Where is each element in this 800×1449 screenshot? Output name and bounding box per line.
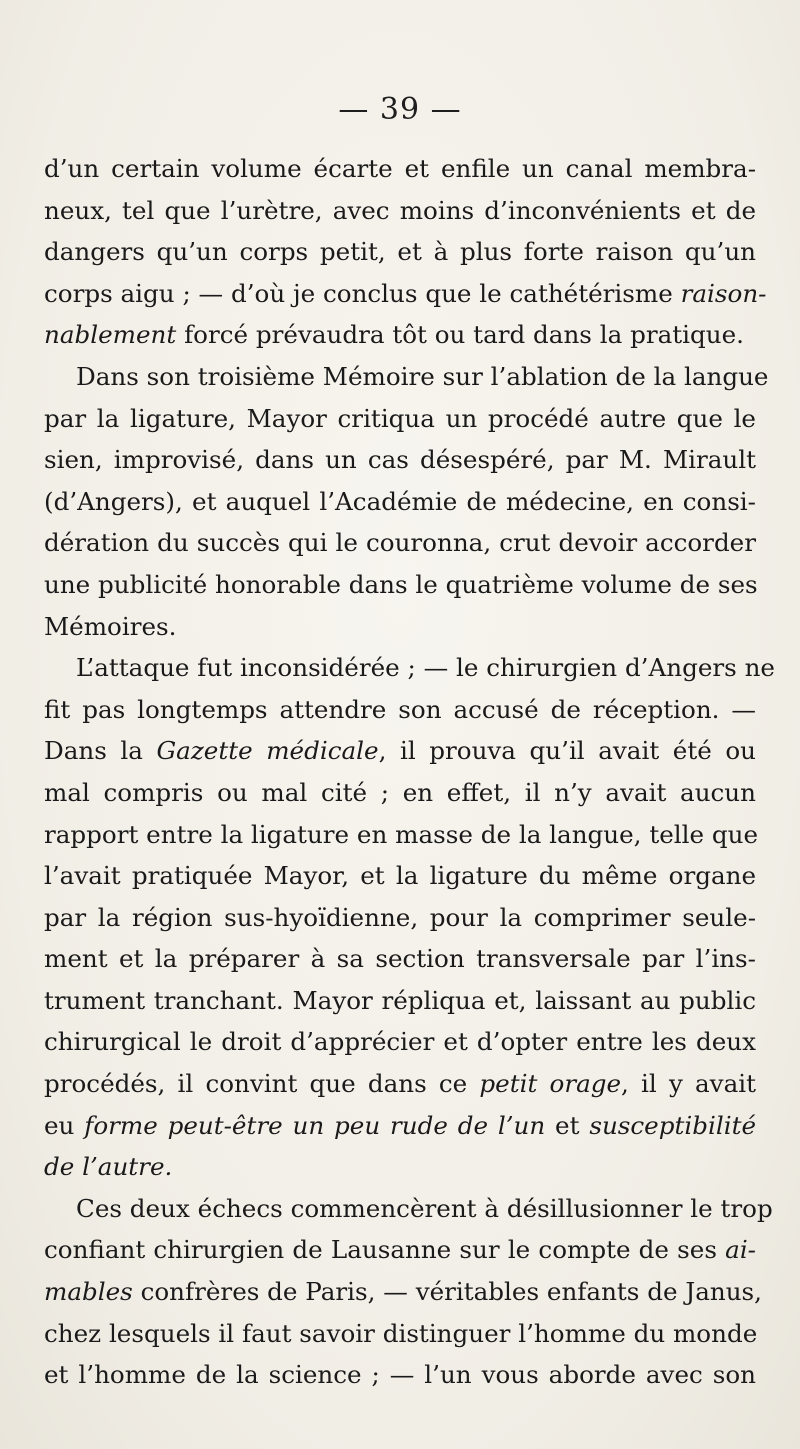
text-segment: eu — [44, 1110, 85, 1140]
italic-text: nablement — [44, 320, 177, 350]
text-line — [44, 522, 756, 564]
text-segment: sien, improvisé, dans un cas désespéré, par M. Mirault — [44, 445, 756, 475]
text-segment: et l’homme de la science ; — l’un vous aborde avec son — [44, 1360, 756, 1390]
text-line — [44, 855, 756, 897]
text-line — [44, 689, 756, 731]
text-segment: l’avait pratiquée Mayor, et la ligature du même organe — [44, 861, 756, 891]
text-segment: confiant chirurgien de Lausanne sur le compte de ses — [44, 1235, 726, 1265]
text-segment: fit pas longtemps attendre son accusé de réception. — — [44, 694, 756, 724]
text-segment: neux, tel que l’urètre, avec moins d’inconvénients et de — [44, 195, 756, 225]
text-line — [44, 938, 756, 980]
text-segment: d’un certain volume écarte et enfile un canal membra- — [44, 154, 756, 183]
italic-text: ai- — [725, 1235, 756, 1265]
text-line — [44, 814, 756, 856]
italic-text: mables — [44, 1277, 133, 1307]
text-line — [44, 314, 756, 356]
text-segment: forcé prévaudra tôt ou tard dans la pratique. — [176, 320, 744, 350]
text-line — [44, 730, 756, 772]
paragraph — [44, 356, 769, 647]
italic-text: raison- — [680, 278, 767, 308]
text-segment: chirurgical le droit d’apprécier et d’opter entre les deux — [44, 1027, 756, 1057]
text-line — [44, 1271, 762, 1313]
text-segment: Dans la — [44, 736, 157, 766]
text-segment: par la ligature, Mayor critiqua un procédé autre que le — [44, 403, 756, 433]
text-segment: rapport entre la ligature en masse de la langue, telle que — [44, 819, 758, 849]
text-line — [44, 564, 756, 606]
text-line — [44, 273, 767, 315]
text-line — [44, 148, 756, 190]
paragraph — [44, 148, 767, 356]
paragraph — [44, 1188, 773, 1396]
text-line — [44, 1063, 756, 1105]
text-line — [44, 439, 756, 481]
text-line — [44, 1313, 756, 1355]
paragraph — [44, 647, 775, 1188]
italic-text: susceptibilité — [589, 1110, 757, 1140]
text-line — [44, 356, 769, 398]
text-segment: dangers qu’un corps petit, et à plus forte raison qu’un — [44, 237, 756, 267]
text-line — [44, 647, 775, 689]
text-line — [44, 398, 756, 440]
text-line — [44, 231, 756, 273]
italic-text: petit orage — [479, 1069, 622, 1099]
text-segment: Mémoires. — [44, 611, 177, 641]
text-line — [44, 1229, 756, 1271]
text-segment: confrères de Paris, — véritables enfants de Janus, — [132, 1277, 762, 1307]
text-line — [44, 1354, 756, 1396]
text-segment: trument tranchant. Mayor répliqua et, laissant au public — [44, 985, 756, 1015]
text-line — [44, 1021, 756, 1063]
text-line — [44, 190, 756, 232]
text-segment: mal compris ou mal cité ; en effet, il n’y avait aucun — [44, 777, 756, 807]
italic-text: de l’autre. — [44, 1152, 173, 1182]
text-line — [44, 1105, 756, 1147]
text-segment: ment et la préparer à sa section transversale par l’ins- — [44, 944, 756, 974]
text-line — [44, 1146, 756, 1188]
text-line — [44, 481, 756, 523]
text-segment: , il prouva qu’il avait été ou — [378, 736, 756, 766]
text-segment: procédés, il convint que dans ce — [44, 1069, 480, 1099]
text-line — [44, 1188, 773, 1230]
text-segment: corps aigu ; — d’où je conclus que le cathétérisme — [44, 278, 681, 308]
text-segment: chez lesquels il faut savoir distinguer l’homme du monde — [44, 1318, 758, 1348]
text-line — [44, 897, 756, 939]
italic-text: forme peut-être un peu rude de l’un — [84, 1110, 546, 1140]
text-segment: , il y avait — [621, 1069, 756, 1099]
text-line — [44, 772, 756, 814]
text-segment: Ces deux échecs commencèrent à désillusionner le trop — [76, 1193, 773, 1223]
text-segment: une publicité honorable dans le quatrième volume de ses — [44, 569, 758, 599]
text-segment: (d’Angers), et auquel l’Académie de médecine, en consi- — [44, 486, 756, 516]
text-line — [44, 980, 756, 1022]
text-segment: Dans son troisième Mémoire sur l’ablation de la langue — [76, 361, 769, 391]
italic-text: Gazette médicale — [156, 736, 379, 766]
text-segment: et — [545, 1110, 590, 1140]
text-segment: L’attaque fut inconsidérée ; — le chirurgien d’Angers ne — [76, 653, 775, 683]
text-line — [44, 606, 756, 648]
text-segment: par la région sus-hyoïdienne, pour la comprimer seule- — [44, 902, 756, 932]
body-text — [44, 148, 775, 1396]
page-number: — 39 — — [338, 92, 462, 127]
text-segment: dération du succès qui le couronna, crut devoir accorder — [44, 528, 756, 558]
